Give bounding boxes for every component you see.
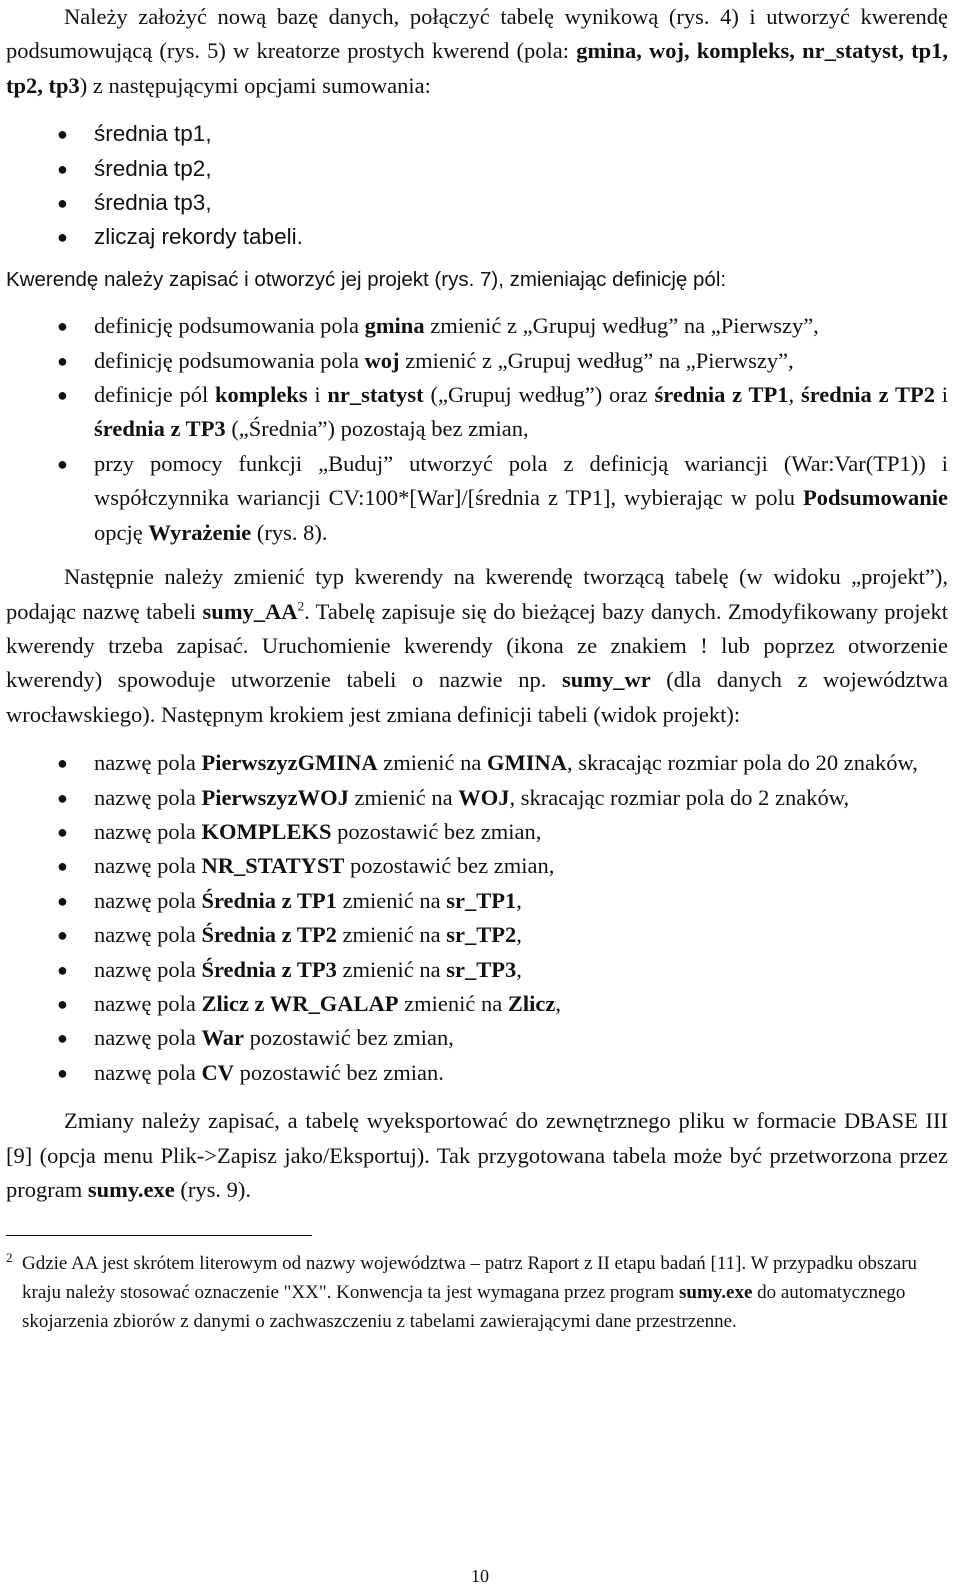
text-run: pozostawić bez zmian, xyxy=(331,818,542,844)
bullet-icon: ● xyxy=(57,890,68,911)
text-run: , xyxy=(788,382,801,408)
text-run: i xyxy=(307,382,328,408)
bullet-icon: ● xyxy=(57,821,68,842)
text-run: zmienić z „Grupuj według” na „Pierwszy”, xyxy=(424,313,819,339)
field-name: Wyrażenie xyxy=(148,519,252,545)
text-run: pozostawić bez zmian, xyxy=(243,1025,454,1051)
field-name: sr_TP2 xyxy=(446,922,517,948)
bullet-icon: ● xyxy=(57,993,68,1014)
paragraph-intro xyxy=(6,0,948,103)
text-run: nazwę pola xyxy=(94,853,202,879)
text-run: , xyxy=(555,990,561,1016)
footnote-separator xyxy=(6,1235,312,1236)
field-name: Średnia z TP2 xyxy=(201,922,337,948)
paragraph-export xyxy=(6,1104,948,1207)
text-run: (rys. 9). xyxy=(174,1177,251,1202)
text-run: Zmiany należy zapisać, a tabelę wyeksportować do zewnętrznego pliku w formacie DBASE III [9] (opcja menu Plik->Zapisz jako/Eksportuj). Tak przygotowana tabela może być przetworzona przez program xyxy=(6,1108,948,1202)
text-run: nazwę pola xyxy=(94,1059,202,1085)
field-name: Średnia z TP3 xyxy=(201,956,337,982)
list-item xyxy=(6,447,948,550)
table-name: sumy_wr xyxy=(561,667,651,693)
text-run: nazwę pola xyxy=(94,990,202,1016)
list-item-text: średnia tp3, xyxy=(94,190,212,216)
list-item xyxy=(6,918,948,952)
list-item xyxy=(6,1056,948,1090)
text-run: , skracając rozmiar pola do 20 znaków, xyxy=(566,750,918,776)
bullet-icon: ● xyxy=(57,193,68,214)
field-name: Podsumowanie xyxy=(802,485,948,511)
list-item-text: zliczaj rekordy tabeli. xyxy=(94,224,303,250)
text-run: nazwę pola xyxy=(94,784,202,810)
list-item xyxy=(6,1021,948,1055)
footnote-mark: 2 xyxy=(6,1250,13,1266)
text-run: zmienić na xyxy=(377,750,487,776)
field-name: PierwszyzGMINA xyxy=(201,750,378,776)
text-run: nazwę pola xyxy=(94,887,202,913)
list-item xyxy=(6,309,948,343)
list-item xyxy=(6,781,948,815)
program-name: sumy.exe xyxy=(679,1282,753,1304)
footnote xyxy=(6,1250,948,1336)
field-name: średnia z TP3 xyxy=(94,416,226,442)
field-name: Średnia z TP1 xyxy=(201,887,337,913)
bullet-icon: ● xyxy=(57,350,68,371)
text-run: , skracając rozmiar pola do 2 znaków, xyxy=(509,784,850,810)
list-item xyxy=(6,849,948,883)
field-name: średnia z TP2 xyxy=(800,382,935,408)
text-run: ) z następującymi opcjami sumowania: xyxy=(79,72,431,98)
field-definition-list xyxy=(6,309,948,550)
text-run: i xyxy=(934,382,948,408)
text-run: nazwę pola xyxy=(94,750,202,776)
bullet-icon: ● xyxy=(57,124,68,145)
list-item xyxy=(6,186,948,220)
field-name: WOJ xyxy=(458,784,510,810)
text-run: Należy założyć nową bazę danych, połączyć tabelę wynikową (rys. 4) i utworzyć kwerendę podsumowującą (rys. 5) w kreatorze prostych kwerend (pola: xyxy=(6,4,948,64)
field-name: Zlicz xyxy=(507,990,556,1016)
field-name: kompleks xyxy=(215,382,308,408)
text-run: zmienić na xyxy=(398,990,508,1016)
text-run: (dla danych z województwa wrocławskiego). Następnym krokiem jest zmiana definicji tabeli (widok projekt): xyxy=(6,667,948,727)
field-name: gmina xyxy=(364,313,425,339)
text-run: zmienić z „Grupuj według” na „Pierwszy”, xyxy=(399,347,794,373)
list-item-text: średnia tp1, xyxy=(94,121,212,147)
list-item xyxy=(6,344,948,378)
rename-fields-list xyxy=(6,746,948,1090)
list-item xyxy=(6,815,948,849)
text-run: zmienić na xyxy=(336,887,447,913)
field-name: NR_STATYST xyxy=(201,853,345,879)
field-name: GMINA xyxy=(486,750,567,776)
bullet-icon: ● xyxy=(57,753,68,774)
field-name: sr_TP1 xyxy=(446,887,517,913)
bullet-icon: ● xyxy=(57,1062,68,1083)
text-run: nazwę pola xyxy=(94,1025,202,1051)
field-name: średnia z TP1 xyxy=(654,382,789,408)
text-run: Następnie należy zmienić typ kwerendy na kwerendę tworzącą tabelę (w widoku „projekt”), podając nazwę tabeli xyxy=(6,564,948,624)
text-run: Gdzie AA jest skrótem literowym od nazwy województwa – patrz Raport z II etapu badań [11]. W przypadku obszaru kraju należy stosować oznaczenie "XX". Konwencja ta jest wymagana przez program xyxy=(22,1253,918,1304)
list-item xyxy=(6,378,948,447)
text-run: przy pomocy funkcji „Buduj” utworzyć pola z definicją wariancji (War:Var(TP1)) i współczynnika wariancji CV:100*[War]/[średnia z TP1], wybierając w polu xyxy=(94,450,948,511)
text-run: , xyxy=(516,887,522,913)
list-item xyxy=(6,117,948,151)
field-name: woj xyxy=(364,347,400,373)
field-list: gmina, woj, kompleks, nr_statyst, tp1, tp2, tp3 xyxy=(6,38,948,98)
text-run: zmienić na xyxy=(348,784,459,810)
list-item xyxy=(6,953,948,987)
text-run: do automatycznego skojarzenia zbiorów z danymi o zachwaszczeniu z tabelami zawierającymi dane przestrzenne. xyxy=(22,1282,906,1332)
text-run: pozostawić bez zmian. xyxy=(233,1059,444,1085)
text-run: definicję podsumowania pola xyxy=(94,313,365,339)
text-run: definicję podsumowania pola xyxy=(94,347,365,373)
field-name: nr_statyst xyxy=(327,382,424,408)
field-name: sr_TP3 xyxy=(446,956,517,982)
bullet-icon: ● xyxy=(57,1028,68,1049)
list-item xyxy=(6,152,948,186)
bullet-icon: ● xyxy=(57,158,68,179)
field-name: Zlicz z WR_GALAP xyxy=(201,990,399,1016)
program-name: sumy.exe xyxy=(87,1177,175,1202)
text-run: zmienić na xyxy=(336,922,447,948)
bullet-icon: ● xyxy=(57,453,68,474)
text-run: pozostawić bez zmian, xyxy=(344,853,555,879)
text-run: . Tabelę zapisuje się do bieżącej bazy danych. Zmodyfikowany projekt kwerendy trzeba zapisać. Uruchomienie kwerendy (ikona ze znakiem ! lub poprzez otworzenie kwerendy) spowoduje utworzenie tabeli o nazwie np. xyxy=(6,598,948,693)
bullet-icon: ● xyxy=(57,925,68,946)
bullet-icon: ● xyxy=(57,959,68,980)
text-run: („Grupuj według”) oraz xyxy=(423,382,655,408)
text-run: zmienić na xyxy=(336,956,447,982)
text-run: , xyxy=(516,922,522,948)
list-item-text: średnia tp2, xyxy=(94,155,212,181)
text-run: opcję xyxy=(94,519,149,545)
field-name: War xyxy=(201,1025,244,1051)
list-item xyxy=(6,987,948,1021)
text-run: , xyxy=(516,956,522,982)
bullet-icon: ● xyxy=(57,227,68,248)
text-run: („Średnia”) pozostają bez zmian, xyxy=(225,416,529,442)
document-page xyxy=(6,0,948,1337)
summary-options-list xyxy=(6,117,948,255)
field-name: CV xyxy=(201,1059,234,1085)
page-number: 10 xyxy=(471,1566,489,1586)
paragraph-make-table xyxy=(6,560,948,732)
text-run: nazwę pola xyxy=(94,922,202,948)
text-run: nazwę pola xyxy=(94,956,202,982)
bullet-icon: ● xyxy=(57,787,68,808)
field-name: KOMPLEKS xyxy=(201,818,332,844)
paragraph-save-query: Kwerendę należy zapisać i otworzyć jej projekt (rys. 7), zmieniając definicję pól: xyxy=(6,267,727,291)
list-item xyxy=(6,746,948,780)
bullet-icon: ● xyxy=(57,385,68,406)
text-run: definicje pól xyxy=(94,382,216,408)
list-item xyxy=(6,220,948,254)
bullet-icon: ● xyxy=(57,316,68,337)
table-name: sumy_AA xyxy=(202,598,298,624)
list-item xyxy=(6,884,948,918)
footnote-ref: 2 xyxy=(297,598,305,613)
text-run: (rys. 8). xyxy=(251,519,328,545)
bullet-icon: ● xyxy=(57,856,68,877)
text-run: nazwę pola xyxy=(94,818,202,844)
field-name: PierwszyzWOJ xyxy=(201,784,349,810)
